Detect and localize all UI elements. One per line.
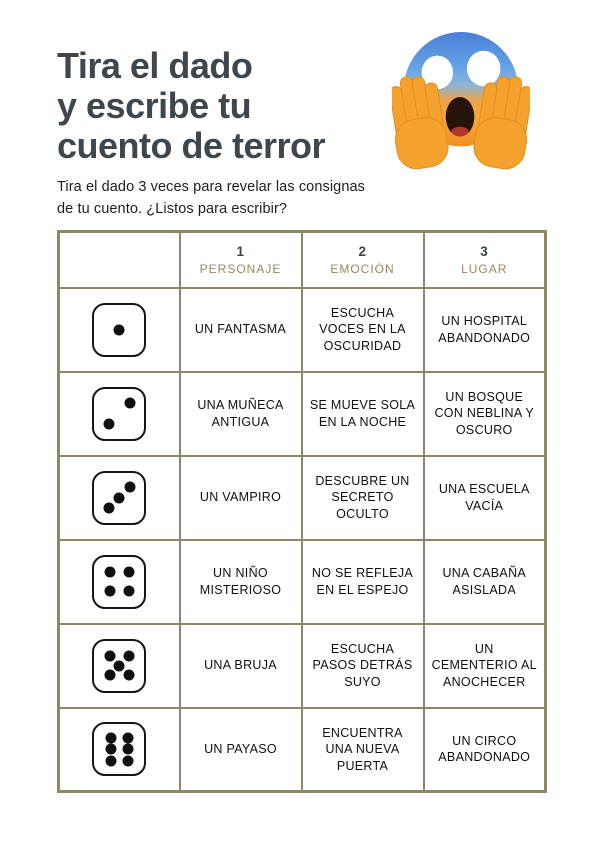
die-face-6-icon [92, 722, 146, 776]
table-header-row [59, 232, 546, 288]
page-title [57, 46, 325, 166]
die-face-2-icon [92, 387, 146, 441]
column-header-emocion [302, 232, 424, 288]
column-number: 3 [480, 243, 489, 259]
cell-text: ESCUCHA PASOS DETRÁS SUYO [312, 641, 413, 689]
emocion-cell [302, 288, 424, 372]
prompts-table [57, 230, 547, 793]
cell-text: UN FANTASMA [194, 322, 287, 337]
personaje-cell [180, 540, 302, 624]
title-line-3: cuento de terror [57, 125, 326, 166]
die-face-3-icon [92, 471, 146, 525]
cell-text: DESCUBRE UN SECRETO OCULTO [315, 473, 410, 521]
cell-text: NO SE REFLEJA EN EL ESPEJO [311, 566, 414, 597]
column-label: LUGAR [461, 261, 508, 276]
subtitle-line-1: Tira el dado 3 veces para revelar las consignas [57, 179, 366, 195]
cell-text: UNA CABAÑA ASISLADA [442, 566, 527, 597]
subtitle-line-2: de tu cuento. ¿Listos para escribir? [57, 200, 288, 217]
lugar-cell [424, 540, 546, 624]
column-header-lugar [424, 232, 546, 288]
emocion-cell [302, 540, 424, 624]
cell-text: UN PAYASO [204, 742, 277, 756]
lugar-cell [424, 372, 546, 456]
cell-text: ENCUENTRA UNA NUEVA PUERTA [322, 725, 403, 773]
lugar-cell [424, 624, 546, 708]
die-cell [59, 372, 180, 456]
die-cell [59, 456, 180, 540]
die-face-5-icon [92, 639, 146, 693]
cell-text: UN NIÑO MISTERIOSO [199, 566, 282, 597]
cell-text: SE MUEVE SOLA EN LA NOCHE [309, 398, 416, 429]
title-line-1: Tira el dado [57, 45, 253, 86]
cell-text: ESCUCHA VOCES EN LA OSCURIDAD [319, 305, 406, 353]
emocion-cell [302, 372, 424, 456]
lugar-cell [424, 708, 546, 792]
table-row [59, 540, 546, 624]
cell-text: UN CIRCO ABANDONADO [438, 733, 531, 765]
table-row [59, 624, 546, 708]
cell-text: UN BOSQUE CON NEBLINA Y OSCURO [434, 389, 535, 437]
cell-text: UNA MUÑECA ANTIGUA [197, 398, 284, 429]
cell-text: UN CEMENTERIO AL ANOCHECER [431, 641, 537, 689]
personaje-cell [180, 624, 302, 708]
emocion-cell [302, 708, 424, 792]
personaje-cell [180, 456, 302, 540]
die-cell [59, 540, 180, 624]
table-row [59, 288, 546, 372]
table-row [59, 708, 546, 792]
table-row [59, 372, 546, 456]
die-face-1-icon [92, 303, 146, 357]
cell-text: UN HOSPITAL ABANDONADO [438, 314, 531, 345]
die-face-4-icon [92, 555, 146, 609]
scream-face-emoji-icon [392, 26, 530, 176]
emocion-cell [302, 456, 424, 540]
column-header-personaje [180, 232, 302, 288]
lugar-cell [424, 456, 546, 540]
title-line-2: y escribe tu [57, 85, 252, 126]
column-number: 2 [358, 243, 367, 259]
personaje-cell [180, 708, 302, 792]
emocion-cell [302, 624, 424, 708]
column-label: PERSONAJE [199, 261, 282, 276]
cell-text: UNA BRUJA [204, 658, 277, 673]
cell-text: UNA ESCUELA VACÍA [438, 482, 530, 513]
die-cell [59, 288, 180, 372]
lugar-cell [424, 288, 546, 372]
die-cell [59, 624, 180, 708]
cell-text: UN VAMPIRO [199, 490, 282, 505]
column-number: 1 [236, 243, 245, 259]
die-cell [59, 708, 180, 792]
column-label: EMOCIÓN [330, 261, 395, 276]
subtitle [57, 177, 365, 220]
die-column-header [59, 232, 180, 288]
personaje-cell [180, 288, 302, 372]
table-row [59, 456, 546, 540]
personaje-cell [180, 372, 302, 456]
